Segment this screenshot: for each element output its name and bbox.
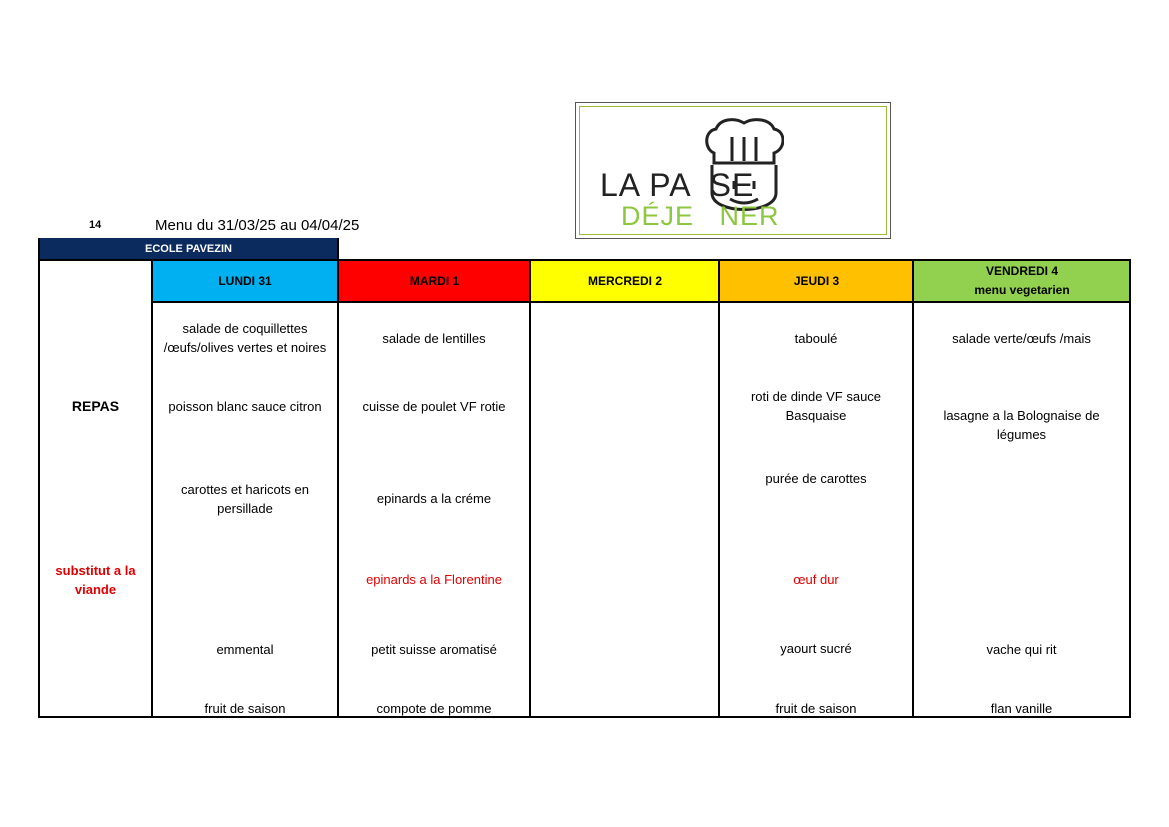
substitut-line2: viande xyxy=(74,582,117,597)
table-border-right xyxy=(1129,259,1131,718)
day-header-lundi xyxy=(152,260,338,302)
vendredi-plat-line1: lasagne a la Bolognaise de xyxy=(943,408,1100,423)
day-label: MERCREDI 2 xyxy=(587,273,662,288)
school-banner: ECOLE PAVEZIN xyxy=(39,238,338,259)
mardi-dessert: compote de pomme xyxy=(376,700,492,716)
jeudi-plat-line2: Basquaise xyxy=(785,408,847,423)
mardi-accompagnement: epinards a la créme xyxy=(376,490,492,506)
vendredi-entree: salade verte/œufs /mais xyxy=(952,330,1091,346)
row-label-repas: REPAS xyxy=(71,397,120,414)
day-label: LUNDI 31 xyxy=(218,273,272,288)
day-header-vendredi xyxy=(914,260,1130,302)
day-label: JEUDI 3 xyxy=(793,273,840,288)
lundi-entree-line1: salade de coquillettes xyxy=(182,321,308,336)
day-label: MARDI 1 xyxy=(409,273,460,288)
table-border-header xyxy=(151,301,1131,303)
day-sublabel: menu vegetarien xyxy=(974,283,1070,297)
lundi-laitage: emmental xyxy=(216,641,274,657)
vendredi-plat xyxy=(914,405,1129,445)
logo-text-line2: DÉJE NER xyxy=(621,201,780,231)
row-label-substitut xyxy=(40,560,151,600)
jeudi-accompagnement: purée de carottes xyxy=(765,470,867,486)
lundi-accomp-line1: carottes et haricots en xyxy=(181,482,309,497)
mardi-entree: salade de lentilles xyxy=(382,330,486,346)
vendredi-plat-line2: légumes xyxy=(996,427,1047,442)
lundi-entree xyxy=(153,318,337,358)
table-border-left xyxy=(38,238,40,718)
col-divider xyxy=(529,259,531,718)
vendredi-laitage: vache qui rit xyxy=(986,641,1057,657)
lundi-dessert: fruit de saison xyxy=(204,700,286,716)
la-pause-dejeuner-logo xyxy=(575,102,891,239)
mardi-plat: cuisse de poulet VF rotie xyxy=(362,398,506,414)
jeudi-plat-line1: roti de dinde VF sauce xyxy=(750,389,882,404)
lundi-accomp-line2: persillade xyxy=(217,501,273,516)
lundi-entree-line2: /œufs/olives vertes et noires xyxy=(163,340,327,355)
week-number: 14 xyxy=(89,219,102,231)
jeudi-entree: taboulé xyxy=(794,330,838,346)
table-border-top xyxy=(38,259,1131,261)
logo-text-line1: LA PA SE xyxy=(600,167,755,203)
mardi-substitut: epinards a la Florentine xyxy=(366,571,502,587)
day-header-jeudi xyxy=(720,260,913,302)
jeudi-substitut: œuf dur xyxy=(793,571,839,587)
lundi-plat: poisson blanc sauce citron xyxy=(168,398,322,414)
mardi-laitage: petit suisse aromatisé xyxy=(371,641,497,657)
substitut-line1: substitut a la xyxy=(55,563,136,578)
day-header-mercredi xyxy=(531,260,719,302)
day-label: VENDREDI 4 xyxy=(985,264,1059,278)
day-header-mardi xyxy=(339,260,530,302)
vendredi-dessert: flan vanille xyxy=(990,700,1053,716)
menu-title: Menu du 31/03/25 au 04/04/25 xyxy=(155,217,360,234)
lundi-accompagnement xyxy=(153,479,337,519)
jeudi-dessert: fruit de saison xyxy=(775,700,857,716)
jeudi-plat xyxy=(720,386,912,426)
jeudi-laitage: yaourt sucré xyxy=(780,640,852,656)
